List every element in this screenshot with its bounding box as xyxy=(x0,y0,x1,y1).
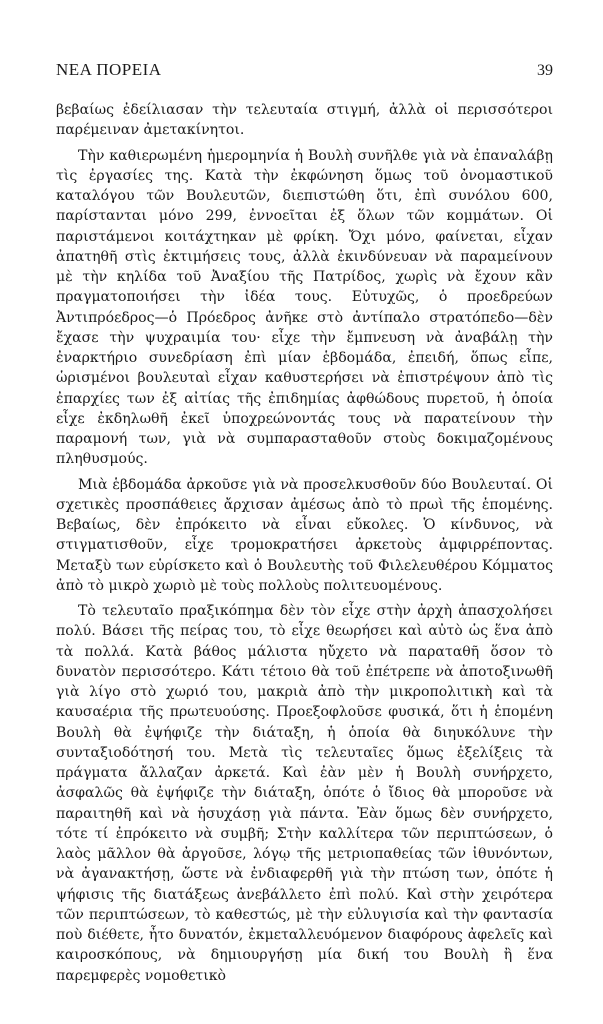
running-title: ΝΕΑ ΠΟΡΕΙΑ xyxy=(56,60,162,79)
page-header xyxy=(56,60,553,80)
body-text xyxy=(56,100,553,986)
paragraph: Τὸ τελευταῖο πραξικόπημα δὲν τὸν εἶχε στὴν ἀρχὴ ἀπασχολήσει πολύ. Βάσει τῆς πείρας του, τὸ εἶχε θεωρήσει καὶ αὐτὸ ὡς ἕνα ἀπὸ τὰ πολλά. Κατὰ βάθος μάλιστα ηὔχετο νὰ παραταθῆ ὅσον τὸ δυνατὸν περισσότερο. Κάτι τέτοιο θὰ τοῦ ἐπέτρεπε νὰ ἀποτοξινωθῆ γιὰ λίγο στὸ χωριό του, μακριὰ ἀπὸ τὴν μικροπολιτικὴ καὶ τὰ καυσαέρια τῆς πρωτευούσης. Προεξοφλοῦσε φυσικά, ὅτι ἡ ἑπομένη Βουλὴ θὰ ἐψήφιζε τὴν διάταξη, ἡ ὁποία θὰ διηυκόλυνε τὴν συνταξιοδότησή του. Μετὰ τὶς τελευταῖες ὅμως ἐξελίξεις τὰ πράγματα ἄλλαζαν ἀρκετά. Καὶ ἐὰν μὲν ἡ Βουλὴ συνήρχετο, ἀσφαλῶς θὰ ἐψήφιζε τὴν διάταξη, ὁπότε ὁ ἴδιος θὰ μποροῦσε νὰ παραιτηθῆ καὶ νὰ ἡσυχάσῃ γιὰ πάντα. Ἐὰν ὅμως δὲν συνήρχετο, τότε τί ἐπρόκειτο νὰ συμβῆ; Στὴν καλλίτερα τῶν περιπτώσεων, ὁ λαὸς μᾶλλον θὰ ἀργοῦσε, λόγῳ τῆς μετριοπαθείας τῶν ἰθυνόντων, νὰ ἀγανακτήσῃ, ὥστε νὰ ἐνδιαφερθῆ γιὰ τὴν πτώση των, ὁπότε ἡ ψήφισις τῆς διατάξεως ἀνεβάλλετο ἐπὶ πολύ. Καὶ στὴν χειρότερα τῶν περιπτώσεων, τὸ καθεστώς, μὲ τὴν εὐλυγισία καὶ τὴν φαντασία ποὺ διέθετε, ἦτο δυνατόν, ἐκμεταλλευόμενον διαφόρους ἀφελεῖς καὶ καιροσκόπους, νὰ δημιουργήσῃ μία δική του Βουλὴ ἢ ἕνα παρεμφερὲς νομοθετικὸ xyxy=(56,603,553,984)
paragraph-continuation: βεβαίως ἐδείλιασαν τὴν τελευταία στιγμή, ἀλλὰ οἱ περισσότεροι παρέμειναν ἀμετακίνητοι. xyxy=(56,102,553,139)
paragraph: Μιὰ ἑβδομάδα ἀρκοῦσε γιὰ νὰ προσελκυσθοῦν δύο Βουλευταί. Οἱ σχετικὲς προσπάθειες ἄρχισαν ἀμέσως ἀπὸ τὸ πρωὶ τῆς ἑπομένης. Βεβαίως, δὲν ἐπρόκειτο νὰ εἶναι εὔκολες. Ὁ κίνδυνος, νὰ στιγματισθοῦν, εἶχε τρομοκρατήσει ἀρκετοὺς ἀμφιρρέποντας. Μεταξὺ των εὑρίσκετο καὶ ὁ Βουλευτὴς τοῦ Φιλελευθέρου Κόμματος ἀπὸ τὸ μικρὸ χωριὸ μὲ τοὺς πολλοὺς πολιτευομένους. xyxy=(56,476,553,594)
paragraph: Τὴν καθιερωμένη ἡμερομηνία ἡ Βουλὴ συνῆλθε γιὰ νὰ ἐπαναλάβῃ τὶς ἐργασίες της. Κατὰ τὴν ἐκφώνηση ὅμως τοῦ ὀνομαστικοῦ καταλόγου τῶν Βουλευτῶν, διεπιστώθη ὅτι, ἐπὶ συνόλου 600, παρίστανται μόνο 299, ἐννοεῖται ἐξ ὅλων τῶν κομμάτων. Οἱ παριστάμενοι κοιτάχτηκαν μὲ φρίκη. Ὄχι μόνο, φαίνεται, εἶχαν ἀπατηθῆ στὶς ἐκτιμήσεις τους, ἀλλὰ ἐκινδύνευαν νὰ παραμείνουν μὲ τὴν κηλίδα τοῦ Ἀναξίου τῆς Πατρίδος, χωρὶς νὰ ἔχουν κἂν πραγματοποιήσει τὴν ἰδέα τους. Εὐτυχῶς, ὁ προεδρεύων Ἀντιπρόεδρος—ὁ Πρόεδρος ἀνῆκε στὸ ἀντίπαλο στρατόπεδο—δὲν ἔχασε τὴν ψυχραιμία του· εἶχε τὴν ἔμπνευση νὰ ἀναβάλῃ τὴν ἐναρκτήριο συνεδρίαση ἐπὶ μίαν ἑβδομάδα, ἐπειδή, ὅπως εἶπε, ὡρισμένοι βουλευταὶ εἶχαν καθυστερήσει νὰ ἐπιστρέψουν ἀπὸ τὶς ἐπαρχίες των ἐξ αἰτίας τῆς ἐπιδημίας ἀφθώδους πυρετοῦ, ἡ ὁποία εἶχε ἐκδηλωθῆ ἐκεῖ ὑποχρεώνοντάς τους νὰ παρατείνουν τὴν παραμονή των, γιὰ νὰ συμπαρασταθοῦν στοὺς δοκιμαζομένους πληθυσμούς. xyxy=(56,147,553,468)
page-number: 39 xyxy=(537,62,553,79)
